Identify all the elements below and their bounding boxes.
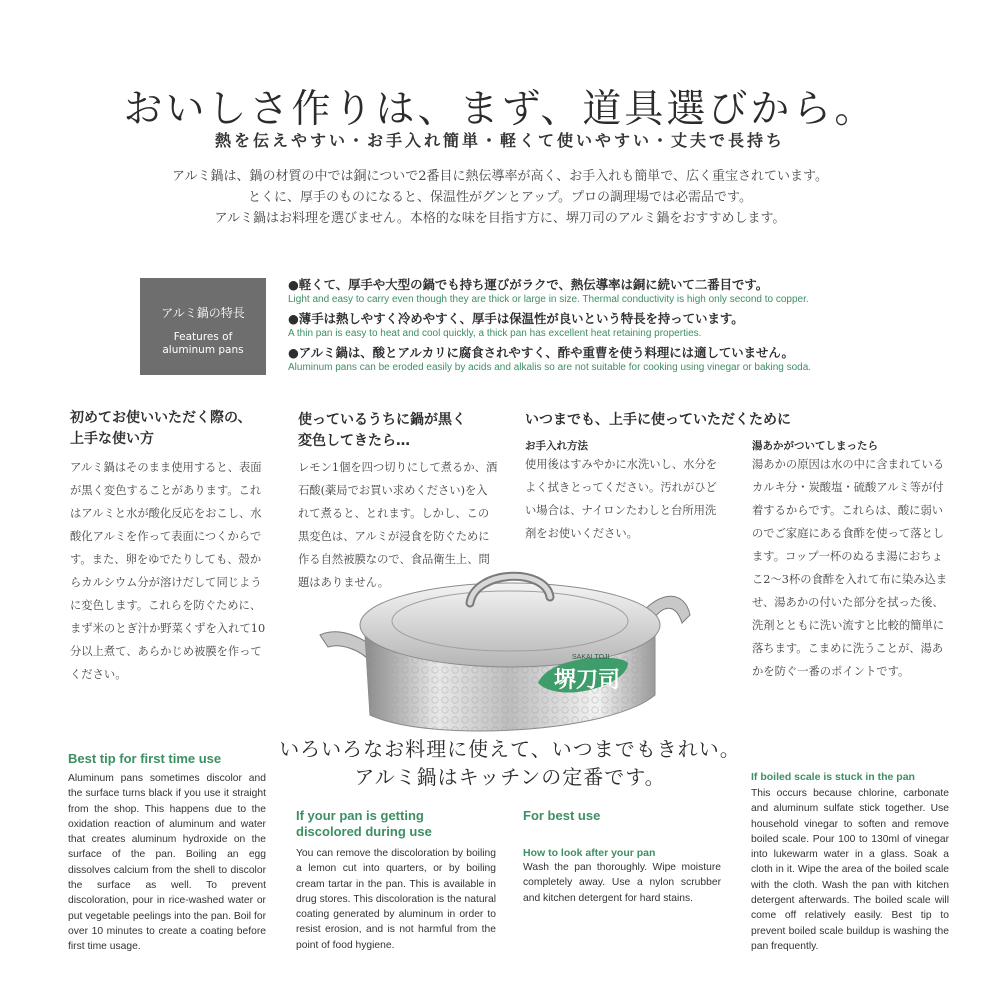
- discolored-en-body: You can remove the discoloration by boiling a lemon cut into quarters, or by boiling cream tartar in the pan. This is available in drug stores. This discoloration is the natural coating generated by aluminum in order to resist erosion, and is not harmful from the point of food hygiene.: [296, 848, 496, 951]
- scale-jp-title: 湯あかがついてしまったら: [752, 440, 878, 452]
- middle-catchcopy: [270, 735, 750, 791]
- first-use-en-body: Aluminum pans sometimes discolor and the surface turns black if you use it straight from the shop. This happens due to the oxidation reaction of aluminum and water that creates aluminum hydroxide on the surface of the pan. Boiling an egg dissolves calcium from the shell to discolor the surface as well. To prevent discoloration, pour in rice-washed water or put vegetable peelings into the pan. Boil for over 10 minutes to create a coating before first time usage.: [68, 773, 266, 953]
- first-use-jp-heading-2: 上手な使い方: [70, 431, 154, 447]
- discolored-en-section: [296, 808, 496, 953]
- first-use-en-section: [68, 751, 266, 955]
- first-use-en-heading: Best tip for first time use: [68, 751, 222, 766]
- discolored-en-heading-1: If your pan is getting: [296, 808, 424, 823]
- features-label-jp: アルミ鍋の特長: [161, 306, 245, 320]
- feature-item: [288, 311, 888, 340]
- best-use-en-body: Wash the pan thoroughly. Wipe moisture completely away. Use a nylon scrubber and kitchen detergent for hard stains.: [523, 862, 721, 904]
- first-use-jp-body: アルミ鍋はそのまま使用すると、表面が黒く変色することがあります。これはアルミと水が酸化反応をおこし、水酸化アルミを作って表面につくからです。また、卵をゆでたりしても、殻からカルシウム分が溶けだして同じように変色します。これらを防ぐために、まず米のとぎ汁か野菜くずを入れて10分以上煮て、あらかじめ被膜を作ってください。: [70, 461, 266, 681]
- first-use-jp-heading-1: 初めてお使いいただく際の、: [70, 410, 252, 426]
- intro-line: アルミ鍋は、鍋の材質の中では銅についで2番目に熱伝導率が高く、お手入れも簡単で、広く重宝されています。: [172, 169, 828, 184]
- care-method-jp-body: 使用後はすみやかに水洗いし、水分をよく拭きとってください。汚れがひどい場合は、ナイロンたわしと台所用洗剤をお使いください。: [525, 458, 718, 540]
- pot-logo-text: 堺刀司: [554, 667, 621, 693]
- page-title: おいしさ作りは、まず、道具選びから。: [123, 87, 877, 132]
- catchcopy-line-2: アルミ鍋はキッチンの定番です。: [354, 765, 666, 789]
- feature-en: A thin pan is easy to heat and cool quickly, a thick pan has excellent heat retaining properties.: [288, 328, 702, 339]
- boiled-scale-en-heading: If boiled scale is stuck in the pan: [751, 771, 915, 783]
- care-method-jp-title: お手入れ方法: [525, 440, 588, 452]
- best-use-en-heading: For best use: [523, 808, 601, 823]
- aluminum-pot-image: [310, 545, 700, 745]
- best-use-en-section: [523, 808, 721, 906]
- feature-en: Light and easy to carry even though they are thick or large in size. Thermal conductivity is high only second to copper.: [288, 294, 809, 305]
- first-use-jp-section: [70, 408, 270, 686]
- features-label-en-1: Features of: [173, 331, 233, 343]
- feature-jp: ●アルミ鍋は、酸とアルカリに腐食されやすく、酢や重曹を使う料理には適していません。: [288, 345, 794, 360]
- intro-text: [80, 166, 920, 229]
- features-label-en-2: aluminum pans: [162, 344, 244, 356]
- feature-item: [288, 277, 888, 306]
- feature-jp: ●薄手は熱しやすく冷めやすく、厚手は保温性が良いという特長を持っています。: [288, 311, 744, 326]
- page-subtitle: 熱を伝えやすい・お手入れ簡単・軽くて使いやすい・丈夫で長持ち: [214, 131, 785, 150]
- care-jp-heading-wrap: [525, 410, 945, 431]
- features-list: [288, 277, 888, 379]
- discolor-jp-body: レモン1個を四つ切りにして煮るか、酒石酸(薬局でお買い求めください)を入れて煮ると、とれます。しかし、この黒変色は、アルミが浸食を防ぐために作る自然被膜なので、食品衛生上、問題はありません。: [298, 461, 498, 589]
- care-method-jp-section: [525, 438, 725, 545]
- scale-jp-section: [752, 438, 952, 683]
- discolor-jp-heading-2: 変色してきたら…: [298, 433, 410, 449]
- intro-line: とくに、厚手のものになると、保温性がグンとアップ。プロの調理場では必需品です。: [247, 190, 752, 205]
- feature-jp: ●軽くて、厚手や大型の鍋でも持ち運びがラクで、熱伝導率は銅に続いて二番目です。: [288, 277, 769, 292]
- best-use-en-subheading: How to look after your pan: [523, 847, 656, 859]
- pot-lid: [360, 583, 660, 667]
- catchcopy-line-1: いろいろなお料理に使えて、いつまでもきれい。: [279, 737, 741, 761]
- feature-en: Aluminum pans can be eroded easily by acids and alkalis so are not suitable for cooking using vinegar or baking soda.: [288, 362, 812, 373]
- intro-line: アルミ鍋はお料理を選びません。本格的な味を目指す方に、堺刀司のアルミ鍋をおすすめします。: [214, 211, 786, 226]
- feature-item: [288, 345, 888, 374]
- discolor-jp-heading-1: 使っているうちに鍋が黒く: [298, 412, 466, 428]
- discolored-en-heading-2: discolored during use: [296, 824, 432, 839]
- pot-logo-small: SAKAI TOJI: [572, 654, 610, 661]
- features-label-box: [140, 278, 266, 375]
- boiled-scale-en-section: [751, 770, 949, 954]
- boiled-scale-en-body: This occurs because chlorine, carbonate and aluminum sulfate stick together. Use household vinegar to soften and remove boiled scale. Pour 100 to 130ml of vinegar into lukewarm water in a glass. Soak a cloth in it. Wipe the area of the boiled scale with the cloth. Wash the pan with kitchen detergent afterwards. The boiled scale will come off relatively easily. Best tip to prevent boiled scale buildup is washing the pan frequently.: [751, 788, 949, 952]
- scale-jp-body: 湯あかの原因は水の中に含まれているカルキ分・炭酸塩・硫酸アルミ等が付着するからです。これらは、酸に弱いのでご家庭にある食酢を使って落とします。コップ一杯のぬるま湯におちょこ2〜3杯の食酢を入れて布に染み込ませ、湯あかの付いた部分を拭った後、洗剤とともに洗い流すと比較的簡単に落ちます。こまめに洗うことが、湯あかを防ぐ一番のポイントです。: [752, 458, 948, 678]
- care-jp-heading: いつまでも、上手に使っていただくために: [525, 412, 791, 428]
